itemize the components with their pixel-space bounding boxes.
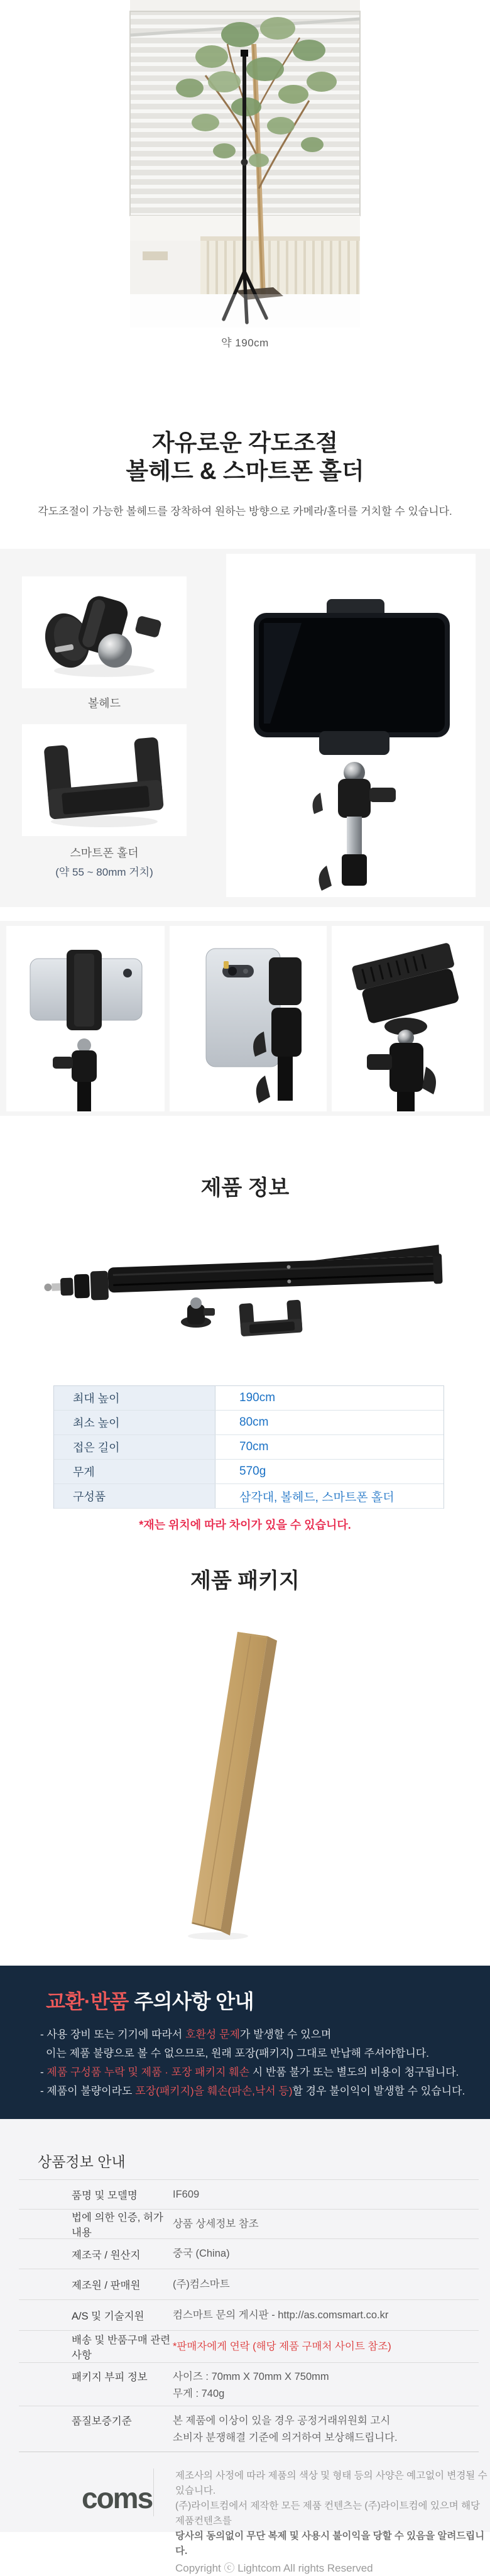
return-notice-lines: [40, 2025, 465, 2101]
usage-portrait-illustration: [170, 926, 327, 1111]
footer-copyright: Copyright ⓒ Lightcom All rights Reserved: [175, 2562, 373, 2574]
spec-value: 190cm: [215, 1386, 444, 1410]
spec-label: 최대 높이: [54, 1386, 215, 1410]
spec-row-folded-length: [54, 1435, 444, 1460]
spec-value: 570g: [215, 1460, 444, 1483]
return-notice-title-rest: 주의사항 안내: [128, 1990, 254, 2013]
spec-row-weight: [54, 1460, 444, 1484]
section-heading-product-info: 제품 정보: [200, 1176, 290, 1200]
notice-line-1: - 사용 장비 또는 기기에 따라서 호환성 문제가 발생할 수 있으며: [40, 2028, 332, 2040]
notice-line-2: 이는 제품 불량으로 볼 수 없으므로, 원래 포장(패키지) 그대로 반납해 주셔야합니다.: [46, 2047, 429, 2059]
spec-value: 삼각대, 볼헤드, 스마트폰 홀더: [215, 1484, 444, 1508]
return-notice-title-highlight: 교환·반품: [46, 1990, 129, 2013]
spec-label: 구성품: [54, 1484, 215, 1508]
ballhead-photo: [22, 576, 187, 688]
spec-note: *재는 위치에 따라 차이가 있을 수 있습니다.: [139, 1519, 351, 1531]
shop-row-manufacturer: 제조원 / 판매원 (주)컴스마트: [19, 2269, 479, 2299]
shop-row-certification: 법에 의한 인증, 허가내용 상품 상세정보 참조: [19, 2209, 479, 2238]
spec-value: 80cm: [215, 1411, 444, 1434]
feature-section-usage: [0, 921, 490, 1116]
shop-row-as-support: A/S 및 기술지원 컴스마트 문의 게시판 - http://as.comsmart.co.kr: [19, 2299, 479, 2330]
spec-label: 접은 길이: [54, 1435, 215, 1459]
usage-photo-clamp-closeup: [332, 926, 484, 1111]
notice-line-3: - 제품 구성품 누락 및 제품 · 포장 패키지 훼손 시 반품 불가 또는 별도의 비용이 청구됩니다.: [40, 2066, 459, 2078]
shop-row-package-volume: 패키지 부피 정보 사이즈 : 70mm X 70mm X 750mm 무게 : 740g: [19, 2362, 479, 2406]
usage-landscape-illustration: [6, 926, 165, 1111]
shop-row-shipping-returns: 배송 및 반품구매 관련사항 *판매자에게 연락 (해당 제품 구매처 사이트 참조): [19, 2330, 479, 2362]
product-parts-illustration: [38, 1248, 452, 1342]
spec-row-min-height: [54, 1411, 444, 1435]
page-title-line1: 자유로운 각도조절: [151, 430, 339, 456]
usage-closeup-illustration: [332, 926, 484, 1111]
return-notice-section: [0, 1966, 490, 2119]
holder-illustration: [22, 724, 187, 836]
spec-label: 최소 높이: [54, 1411, 215, 1434]
shop-info-table: [19, 2179, 479, 2452]
hero-photo-illustration: [130, 0, 360, 328]
spec-label: 무게: [54, 1460, 215, 1483]
spec-row-max-height: [54, 1386, 444, 1411]
footer-divider: [153, 2469, 154, 2516]
product-parts-photo: [38, 1248, 452, 1342]
shop-row-model: 품명 및 모델명 IF609: [19, 2179, 479, 2209]
feature-section-components: [0, 549, 490, 907]
page-title-line2: 볼헤드 & 스마트폰 홀더: [126, 458, 364, 484]
holder-caption: 스마트폰 홀더: [70, 847, 139, 859]
intro-description: 각도조절이 가능한 볼헤드를 장착하여 원하는 방향으로 카메라/홀더를 거치할 수 있습니다.: [38, 505, 452, 517]
shop-row-origin: 제조국 / 원산지 중국 (China): [19, 2238, 479, 2269]
shop-info-section: [0, 2119, 490, 2574]
package-photo: [185, 1628, 305, 1942]
return-notice-title: [46, 1986, 254, 2015]
shop-info-heading: 상품정보 안내: [38, 2154, 126, 2170]
hero-caption: 약 190cm: [221, 337, 269, 349]
ballhead-illustration: [22, 576, 187, 688]
spec-row-components: [54, 1484, 444, 1509]
phone-mounted-illustration: [226, 554, 476, 897]
package-box-illustration: [185, 1628, 305, 1942]
coms-logo: coms: [82, 2482, 153, 2514]
footer-line-3: 당사의 동의없이 무단 복제 및 사용시 불이익을 당할 수 있음을 알려드립니다.: [175, 2531, 485, 2557]
usage-photo-landscape: [6, 926, 165, 1111]
ballhead-caption: 볼헤드: [87, 697, 121, 710]
spec-value: 70cm: [215, 1435, 444, 1459]
footer-line-1: 제조사의 사정에 따라 제품의 색상 및 형태 등의 사양은 예고없이 변경될 수 있습니다.: [175, 2470, 487, 2496]
holder-caption-sub: (약 55 ~ 80mm 거치): [55, 866, 153, 878]
page-title: [0, 429, 490, 485]
footer-line-2: (주)라이트컴에서 제작한 모든 제품 컨텐츠는 (주)라이트컴에 있으며 해당 제품컨텐츠를: [175, 2501, 481, 2526]
hero-photo-tripod-by-window: [130, 0, 360, 328]
shop-row-warranty: 품질보증기준 본 제품에 이상이 있을 경우 공정거래위원회 고시 소비자 분쟁해결 기준에 의거하여 보상해드립니다.: [19, 2406, 479, 2452]
phone-mounted-photo: [226, 554, 476, 897]
section-heading-package: 제품 패키지: [190, 1569, 300, 1593]
spec-table: [53, 1385, 444, 1509]
holder-photo: [22, 724, 187, 836]
footer-legal-text: [175, 2469, 490, 2576]
usage-photo-portrait: [170, 926, 327, 1111]
notice-line-4: - 제품이 불량이라도 포장(패키지)을 훼손(파손,낙서 등)할 경우 불이익이 발생할 수 있습니다.: [40, 2085, 466, 2097]
